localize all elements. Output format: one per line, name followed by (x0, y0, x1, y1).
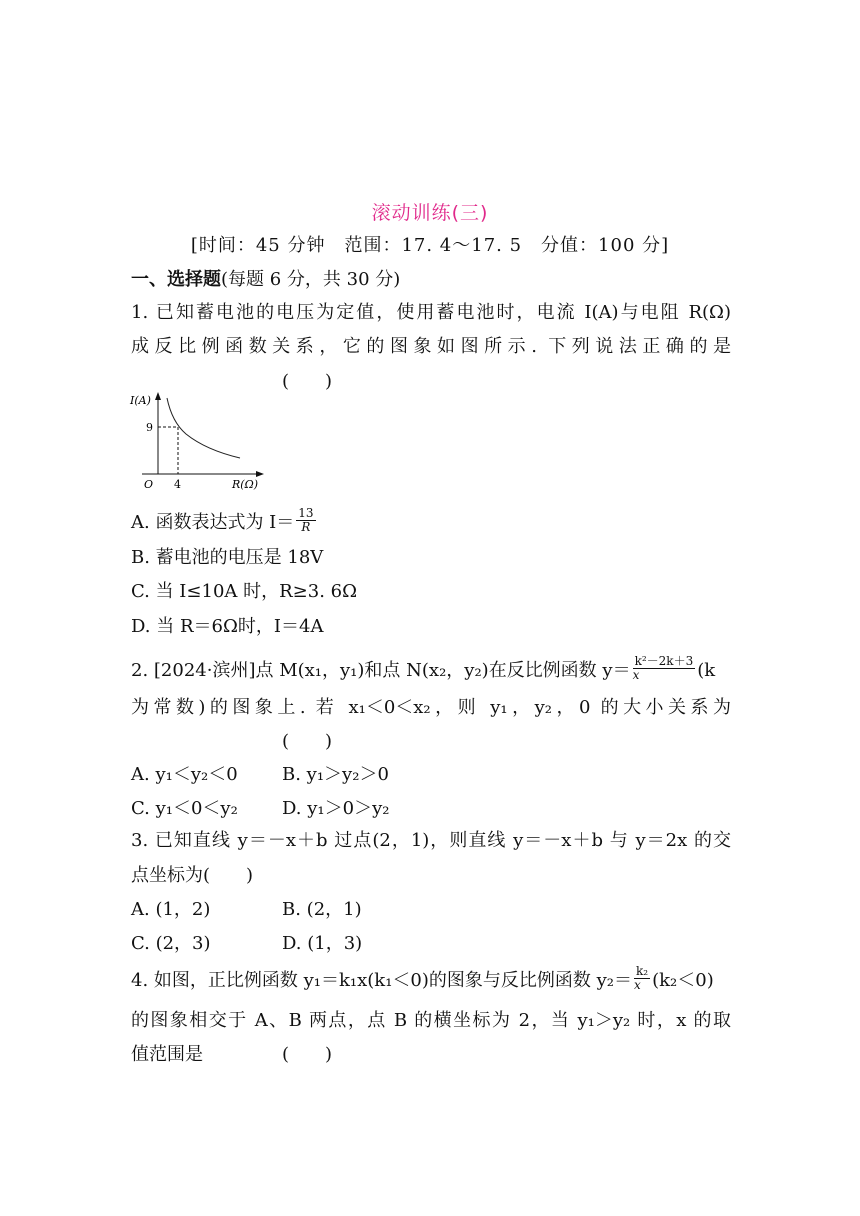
q4-line3: 值范围是 (131, 1044, 203, 1065)
q1-option-d: D. 当 R＝6Ω时，I＝4A (131, 616, 324, 637)
q2-option-b: B. y₁＞y₂＞0 (282, 764, 389, 785)
section-title: 一、选择题 (131, 269, 221, 290)
fraction-numerator: k₂ (636, 963, 649, 978)
fraction-numerator: k²－2k＋3 (634, 653, 694, 668)
y-axis-label: I(A) (130, 394, 151, 407)
section-heading (131, 265, 400, 291)
q1-line1: 1. 已知蓄电池的电压为定值，使用蓄电池时，电流 I(A)与电阻 R(Ω) (131, 302, 731, 323)
fraction-denominator: x (634, 977, 641, 992)
section-note: (每题 6 分，共 30 分) (221, 269, 401, 290)
q4-line1 (131, 963, 731, 995)
fraction-denominator: x (632, 667, 640, 682)
q4-answer-bracket: ( ) (282, 1044, 333, 1065)
q2-option-a: A. y₁＜y₂＜0 (131, 764, 238, 785)
q1-option-a (131, 505, 318, 537)
exam-meta: [时间：45 分钟 范围：17. 4～17. 5 分值：100 分] (190, 235, 670, 256)
q4-line1-suffix: (k₂＜0) (652, 970, 714, 991)
y-tick-label: 9 (146, 421, 153, 434)
q3-option-a: A. (1，2) (131, 899, 211, 920)
q3-option-b: B. (2，1) (282, 899, 362, 920)
q2-option-d: D. y₁＞0＞y₂ (282, 798, 390, 819)
q2-fraction (633, 655, 696, 682)
x-tick-label: 4 (174, 478, 181, 491)
q3-line2: 点坐标为( ) (131, 865, 254, 886)
x-axis-arrow (256, 471, 264, 477)
q1-answer-bracket: ( ) (282, 371, 333, 392)
q2-line1-suffix: (k (697, 660, 716, 681)
q1-option-c: C. 当 I≤10A 时，R≥3. 6Ω (131, 581, 358, 602)
q3-option-c: C. (2，3) (131, 933, 211, 954)
y-axis-arrow (155, 392, 161, 400)
q1-option-b: B. 蓄电池的电压是 18V (131, 547, 324, 568)
x-axis-label: R(Ω) (232, 478, 258, 491)
fraction-denominator: R (301, 519, 311, 534)
q1-inverse-graph (128, 390, 268, 494)
q2-option-c: C. y₁＜0＜y₂ (131, 798, 238, 819)
q1-option-a-fraction (296, 507, 315, 534)
q2-line1-text: 2. [2024·滨州]点 M(x₁，y₁)和点 N(x₂，y₂)在反比例函数 y＝ (131, 660, 631, 681)
q3-line1: 3. 已知直线 y＝－x＋b 过点(2，1)，则直线 y＝－x＋b 与 y＝2x 的交 (131, 830, 731, 851)
fraction-numerator: 13 (298, 505, 314, 520)
q3-option-d: D. (1，3) (282, 933, 363, 954)
q2-line1 (131, 653, 731, 685)
q2-line2: 为常数)的图象上. 若 x₁＜0＜x₂，则 y₁，y₂，0 的大小关系为 (131, 697, 731, 718)
origin-label: O (144, 478, 154, 491)
q4-line2: 的图象相交于 A、B 两点，点 B 的横坐标为 2，当 y₁＞y₂ 时，x 的取 (131, 1010, 731, 1031)
q4-fraction (634, 965, 650, 992)
q2-answer-bracket: ( ) (282, 731, 333, 752)
page-title: 滚动训练(三) (371, 202, 489, 224)
q1-line2: 成反比例函数关系，它的图象如图所示. 下列说法正确的是 (131, 336, 731, 357)
q4-line1-text: 4. 如图，正比例函数 y₁＝k₁x(k₁＜0)的图象与反比例函数 y₂＝ (131, 970, 633, 991)
q1-option-a-text: A. 函数表达式为 I＝ (131, 512, 295, 533)
